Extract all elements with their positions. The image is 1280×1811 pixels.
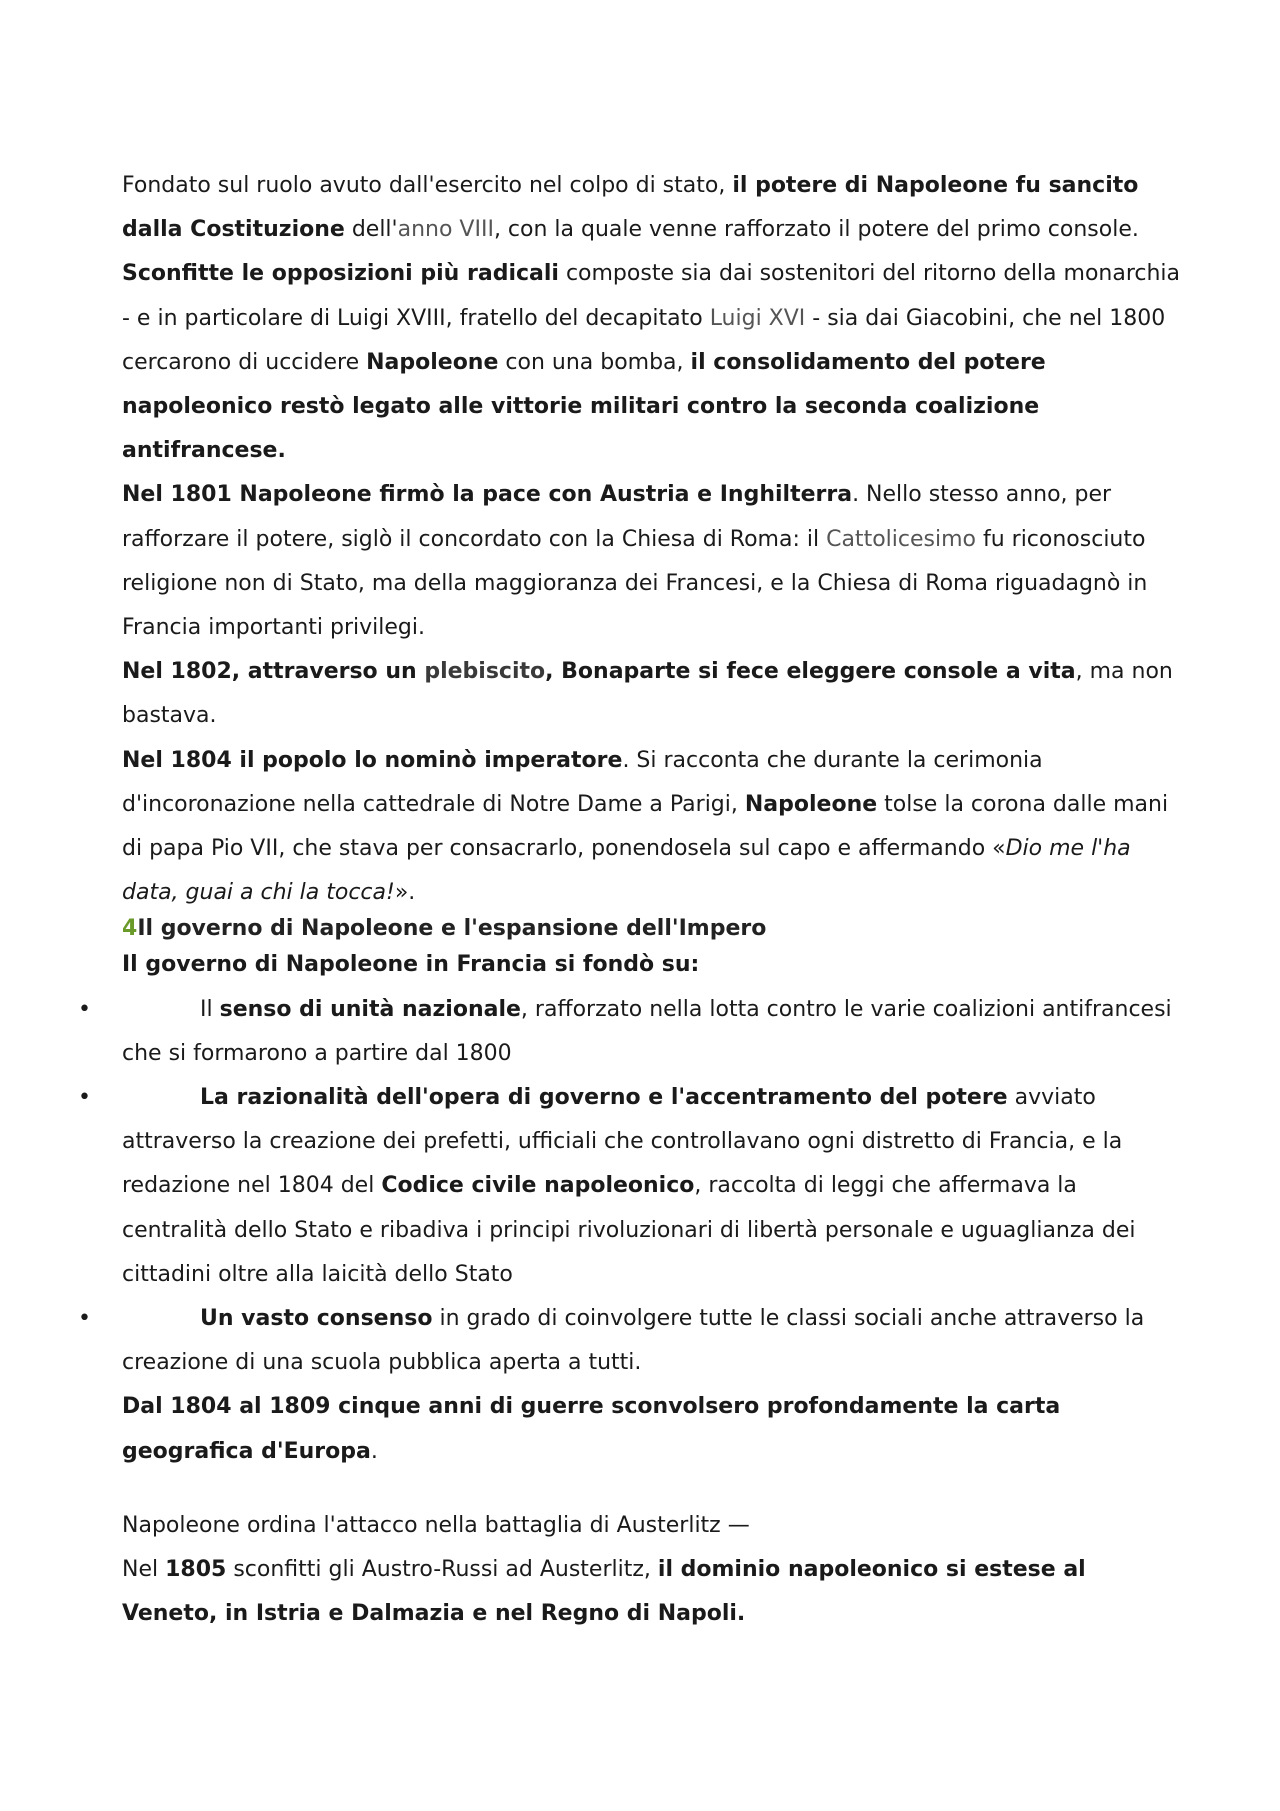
text: ». xyxy=(394,880,416,906)
text: , raccolta di leggi che affermava la centralità dello Stato e ribadiva i principi rivoluzionari di libertà personale e uguaglianza dei cittadini oltre alla laicità dello Stato xyxy=(122,1173,1136,1287)
bold-text: Napoleone xyxy=(366,349,499,375)
section-heading xyxy=(122,915,1182,943)
paragraph-1805 xyxy=(122,1548,1182,1636)
text: , con la quale venne rafforzato il potere del primo console. xyxy=(493,217,1139,243)
section-title: Il governo di Napoleone e l'espansione dell'Impero xyxy=(137,916,767,942)
text: composte sia dai sostenitori del ritorno della monarchia - e in particolare di Luigi XVIII, fratello del decapitato xyxy=(122,261,1181,331)
bold-text: Nel 1802, attraverso un xyxy=(122,659,425,685)
list-item xyxy=(78,1297,1182,1385)
bold-text: senso di unità nazionale xyxy=(219,996,521,1022)
text: . Si racconta che durante la cerimonia d'incoronazione nella cattedrale di Notre Dame a Parigi, xyxy=(122,747,1043,817)
text: fu riconosciuto religione non di Stato, ma della maggioranza dei Francesi, e la Chiesa di Roma riguadagnò in Francia importanti privilegi. xyxy=(122,526,1148,641)
section-number: 4 xyxy=(122,916,138,942)
bold-text: Un vasto consenso xyxy=(200,1306,433,1332)
text: Il xyxy=(200,996,220,1022)
spacer xyxy=(122,1474,1182,1504)
bold-text: il dominio napoleonico si estese al Veneto, in Istria e Dalmazia e nel Regno di Napoli. xyxy=(122,1557,1086,1627)
document-body xyxy=(78,164,1182,1637)
paragraph-oppositions xyxy=(122,252,1182,473)
bold-text: Sconfitte le opposizioni più radicali xyxy=(122,261,559,287)
text: avviato attraverso la creazione dei prefetti, ufficiali che controllavano ogni distretto di Francia, e la redazione nel 1804 del xyxy=(122,1085,1123,1199)
bullet-icon: • xyxy=(78,1085,91,1111)
text: Nel xyxy=(122,1557,166,1583)
bold-text: , Bonaparte si fece eleggere console a vita xyxy=(545,659,1076,685)
bold-text: Dal 1804 al 1809 cinque anni di guerre sconvolsero profondamente la carta geografica d'Europa xyxy=(122,1394,1061,1464)
italic-quote: Dio me l'ha data, guai a chi la tocca! xyxy=(122,836,1131,906)
text: Fondato sul ruolo avuto dall'esercito nel colpo di stato, xyxy=(122,173,733,198)
text: in grado di coinvolgere tutte le classi sociali anche attraverso la creazione di una scuola pubblica aperta a tutti. xyxy=(122,1306,1145,1376)
bold-text: Nel 1801 Napoleone firmò la pace con Austria e Inghilterra xyxy=(122,482,853,508)
bold-text: Codice civile napoleonico xyxy=(381,1173,695,1199)
bold-text: La razionalità dell'opera di governo e l'accentramento del potere xyxy=(200,1085,1008,1111)
subheading: Il governo di Napoleone in Francia si fondò su: xyxy=(122,952,700,978)
paragraph-constitution xyxy=(122,164,1182,252)
paragraph-1801 xyxy=(122,473,1182,650)
bold-text: il potere di Napoleone fu sancito dalla Costituzione xyxy=(122,173,1139,243)
text: - sia dai Giacobini, che nel 1800 cercarono di uccidere xyxy=(122,305,1166,375)
text: sconfitti gli Austro-Russi ad Austerlitz, xyxy=(226,1557,658,1583)
bold-text: Napoleone xyxy=(744,791,878,817)
image-caption: Napoleone ordina l'attacco nella battaglia di Austerlitz — xyxy=(122,1512,750,1538)
text: , ma non bastava. xyxy=(122,659,1173,729)
link-anno-viii[interactable]: anno VIII xyxy=(397,217,494,243)
bold-text: Nel 1804 il popolo lo nominò imperatore xyxy=(122,747,623,773)
text: . xyxy=(370,1438,378,1464)
text: tolse la corona dalle mani di papa Pio VII, che stava per consacrarlo, ponendosela sul capo e affermando « xyxy=(122,791,1169,862)
text: , rafforzato nella lotta contro le varie coalizioni antifrancesi che si formarono a partire dal 1800 xyxy=(122,996,1172,1066)
text: con una bomba, xyxy=(498,349,691,375)
paragraph-1804 xyxy=(122,739,1182,916)
text: . Nello stesso anno, per rafforzare il potere, siglò il concordato con la Chiesa di Roma: il xyxy=(122,482,1112,552)
paragraph-wars xyxy=(122,1385,1182,1473)
paragraph-1802 xyxy=(122,650,1182,738)
link-luigi-xvi[interactable]: Luigi XVI xyxy=(709,305,806,331)
bold-text: il consolidamento del potere napoleonico restò legato alle vittorie militari contro la seconda coalizione antifrancese. xyxy=(122,349,1046,464)
link-cattolicesimo[interactable]: Cattolicesimo xyxy=(826,526,976,552)
link-plebiscito[interactable]: plebiscito xyxy=(424,659,546,685)
list-item xyxy=(78,988,1182,1076)
text: dell' xyxy=(344,217,398,243)
list-item xyxy=(78,1076,1182,1297)
bold-text: 1805 xyxy=(165,1557,227,1583)
bullet-icon: • xyxy=(78,996,91,1022)
bullet-icon: • xyxy=(78,1306,91,1332)
